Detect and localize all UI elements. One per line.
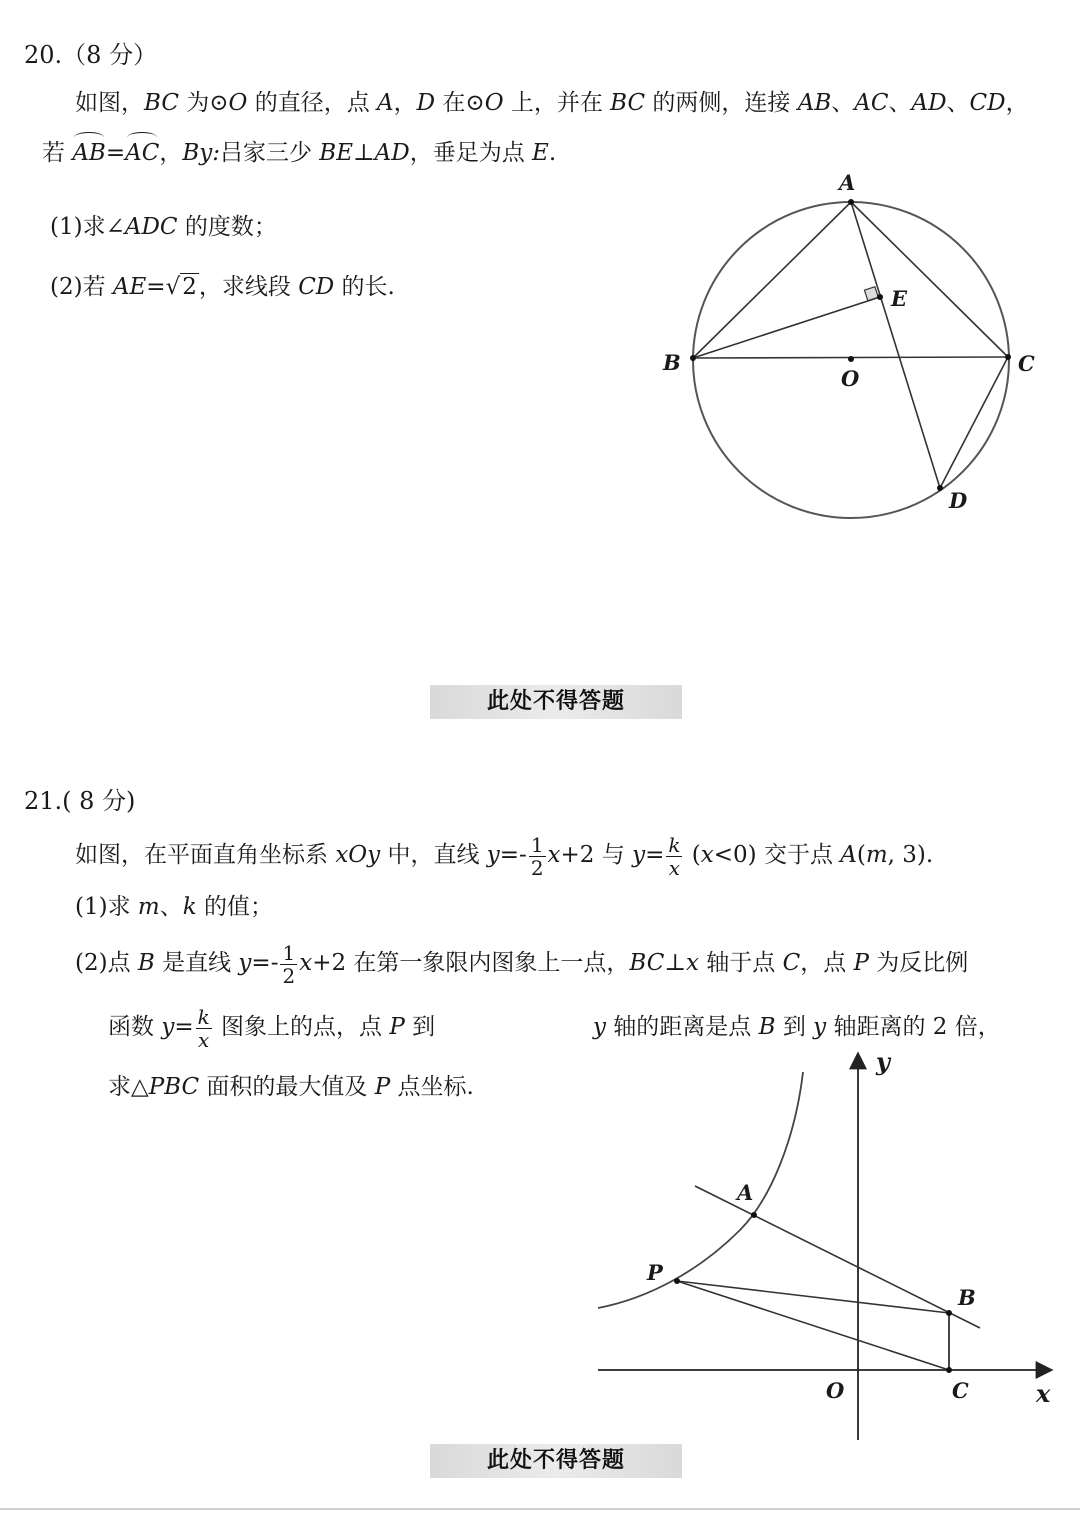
q21-text: 点坐标. <box>390 1074 474 1100</box>
circle-symbol: ⊙ <box>465 90 485 116</box>
q20-text: By: <box>182 140 220 166</box>
point-a <box>751 1212 757 1218</box>
fraction-denominator: x <box>668 855 681 880</box>
label-a: A <box>839 170 856 195</box>
q21-text: 图象上的点，点 <box>213 1014 390 1040</box>
q21-text: 为反比例 <box>869 950 969 976</box>
q21-text: ( <box>684 842 701 868</box>
fraction-numerator: 1 <box>282 940 296 965</box>
q21-text: y <box>813 1014 827 1040</box>
q20-text: 的长. <box>334 274 395 300</box>
hyperbola-curve <box>598 1072 803 1308</box>
q20-text: E <box>532 140 549 166</box>
q20-text: D <box>416 90 436 116</box>
q20-text: 、 <box>831 90 855 116</box>
q21-text: = <box>645 842 665 868</box>
fraction-numerator: k <box>668 832 681 857</box>
fraction-denominator: x <box>198 1027 210 1052</box>
q21-text: ( <box>856 842 866 868</box>
q20-text: ，求线段 <box>198 274 299 300</box>
q21-text: m <box>865 842 888 868</box>
q20-text: 上，并在 <box>503 90 611 116</box>
segment-pb <box>677 1281 949 1313</box>
page-bottom-edge <box>0 1508 1080 1510</box>
circle-symbol: ⊙ <box>209 90 229 116</box>
q20-text: 在 <box>435 90 466 116</box>
q20-text: AB <box>797 90 832 116</box>
q20-text: AD <box>911 90 947 116</box>
q20-text: AC <box>854 90 889 116</box>
q21-text: B <box>758 1014 776 1040</box>
point-c <box>946 1367 952 1373</box>
q21-text: y <box>161 1014 175 1040</box>
q21-text: <0) 交于点 <box>713 842 841 868</box>
q21-text: P <box>853 950 869 976</box>
q21-text: (1)求 <box>75 894 138 920</box>
q21-text: C <box>782 950 801 976</box>
q21-text: 面积的最大值及 <box>199 1074 375 1100</box>
q20-text: ，垂足为点 <box>409 140 533 166</box>
line-ab <box>695 1186 980 1328</box>
q20-text: BC <box>610 90 646 116</box>
q20-text: O <box>484 90 504 116</box>
q21-text: =- <box>499 842 527 868</box>
perp-symbol: ⊥ <box>353 140 375 166</box>
q21-text: BC <box>629 950 665 976</box>
sqrt-value: 2 <box>182 274 197 300</box>
q20-text: CD <box>298 274 335 300</box>
q20-text: 如图， <box>75 90 144 116</box>
label-x: x <box>1036 1379 1051 1408</box>
q21-text: 、 <box>159 894 183 920</box>
q21-text: B <box>137 950 155 976</box>
q21-text: 轴的距离是点 <box>606 1014 759 1040</box>
q21-text: = <box>174 1014 194 1040</box>
fraction-numerator: k <box>197 1004 210 1029</box>
label-a: A <box>737 1180 754 1205</box>
q21-text: 函数 <box>108 1014 162 1040</box>
q21-text: P <box>389 1014 405 1040</box>
arc-ac: AC <box>125 140 160 166</box>
label-e: E <box>891 286 908 311</box>
label-b: B <box>958 1285 976 1310</box>
q20-text: AE <box>112 274 147 300</box>
q21-text: y <box>632 842 646 868</box>
label-d: D <box>949 488 968 513</box>
q21-text: x <box>299 950 313 976</box>
q21-text: 的值； <box>196 894 273 920</box>
q21-text: , 3). <box>887 842 934 868</box>
label-b: B <box>663 350 681 375</box>
q20-text: 的度数； <box>177 214 277 240</box>
q20-text: AD <box>374 140 410 166</box>
fraction-denominator: 2 <box>282 963 296 988</box>
q21-text: PBC <box>148 1074 200 1100</box>
q20-text: 吕家三少 <box>219 140 320 166</box>
q21-number: 21. <box>24 787 63 815</box>
q20-text: A <box>377 90 394 116</box>
q21-text: 到 <box>404 1014 436 1040</box>
q21-text: x <box>700 842 714 868</box>
label-c: C <box>1018 351 1035 376</box>
q21-text: y <box>238 950 252 976</box>
q20-text: ， <box>159 140 183 166</box>
q21-text: A <box>840 842 857 868</box>
q21-text: 轴距离的 2 倍， <box>826 1014 1001 1040</box>
q21-text: 如图，在平面直角坐标系 <box>75 842 336 868</box>
q20-text: ， <box>1005 90 1029 116</box>
q21-text: k <box>182 894 197 920</box>
label-p: P <box>647 1260 663 1285</box>
q20-text: CD <box>969 90 1006 116</box>
q20-text: BC <box>144 90 179 116</box>
no-answer-banner: 此处不得答题 <box>430 685 682 719</box>
q20-text: ADC <box>124 214 178 240</box>
q21-text: x <box>685 950 699 976</box>
label-o: O <box>826 1378 845 1403</box>
no-answer-banner: 此处不得答题 <box>430 1444 682 1478</box>
sqrt-symbol: √ <box>165 274 181 300</box>
q21-text: (2)点 <box>75 950 138 976</box>
q20-text: = <box>105 140 126 166</box>
q21-text: ，点 <box>800 950 854 976</box>
q20-text: 的直径，点 <box>247 90 378 116</box>
q20-text: 为 <box>178 90 210 116</box>
arc-ab: AB <box>72 140 106 166</box>
q21-text: m <box>137 894 160 920</box>
q20-text: 、 <box>946 90 970 116</box>
q20-text: 的两侧，连接 <box>645 90 798 116</box>
segment-pc <box>677 1281 949 1370</box>
q20-text: O <box>228 90 248 116</box>
q21-text: 到 <box>775 1014 814 1040</box>
q20-text: BE <box>319 140 353 166</box>
q21-text: +2 在第一象限内图象上一点， <box>312 950 630 976</box>
q20-text: (2)若 <box>50 274 113 300</box>
q20-text: = <box>146 274 166 300</box>
label-y: y <box>876 1047 890 1076</box>
q20-text: 若 <box>42 140 73 166</box>
q21-text: y <box>486 842 500 868</box>
q20-points: （8 分） <box>62 41 158 69</box>
label-o: O <box>841 366 860 391</box>
q20-text: . <box>548 140 557 166</box>
q21-text: P <box>374 1074 391 1100</box>
q20-text: (1)求∠ <box>50 214 125 240</box>
q20-number: 20. <box>24 41 63 69</box>
point-b <box>946 1310 952 1316</box>
perp-symbol: ⊥ <box>664 950 686 976</box>
q20-text: 、 <box>888 90 912 116</box>
label-c: C <box>952 1378 969 1403</box>
point-p <box>674 1278 680 1284</box>
q21-text: =- <box>251 950 279 976</box>
q21-points: ( 8 分) <box>62 787 136 815</box>
q21-text: xOy <box>335 842 381 868</box>
q20-text: ， <box>393 90 417 116</box>
q21-text: x <box>547 842 561 868</box>
q21-text: 中，直线 <box>380 842 487 868</box>
fraction-denominator: 2 <box>530 855 544 880</box>
fraction-numerator: 1 <box>530 832 544 857</box>
q21-text: 求△ <box>108 1074 149 1100</box>
q21-text: 是直线 <box>154 950 239 976</box>
q21-text: +2 与 <box>560 842 633 868</box>
q21-text: 轴于点 <box>698 950 783 976</box>
q21-text: y <box>593 1014 606 1040</box>
